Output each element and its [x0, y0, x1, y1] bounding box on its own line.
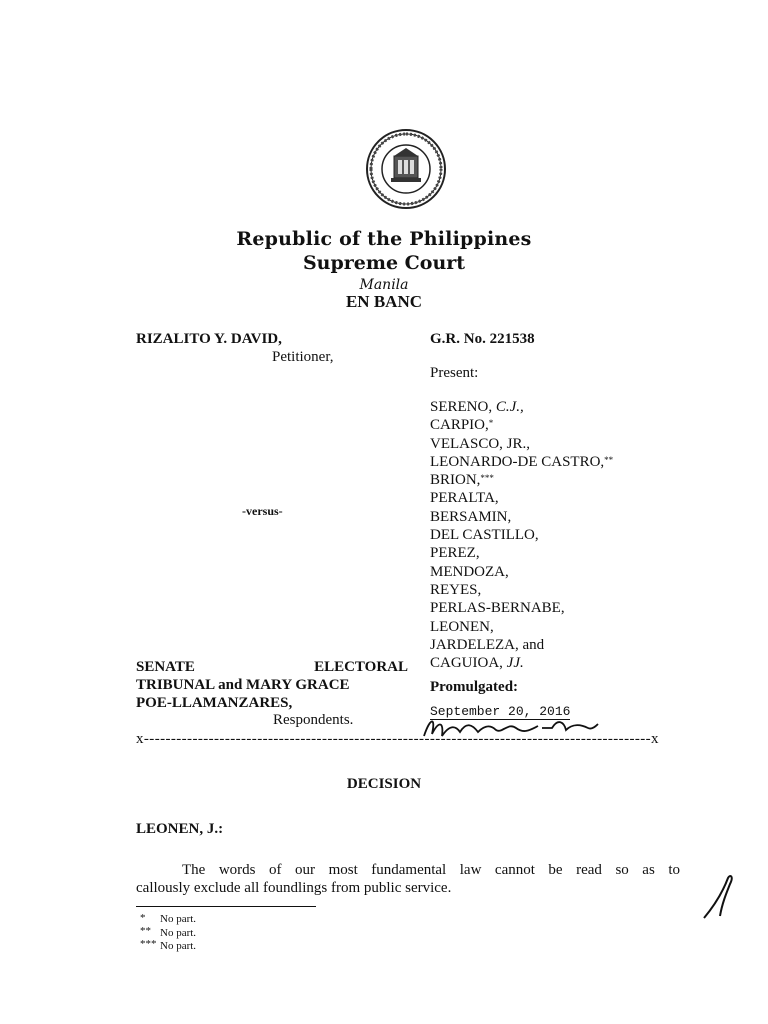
- justice-item: BERSAMIN,: [430, 508, 512, 525]
- initial-signature: [700, 872, 736, 920]
- justices-list: [430, 398, 613, 672]
- decision-title: DECISION: [346, 776, 422, 792]
- footnote-mark: ***: [140, 938, 157, 950]
- ponente: LEONEN, J.:: [136, 821, 224, 837]
- footnote-rule: [136, 906, 316, 907]
- justice-item: REYES,: [430, 581, 482, 598]
- respondent-line-2: TRIBUNAL and MARY GRACE: [136, 677, 350, 693]
- city-heading: Manila: [359, 277, 409, 293]
- court-heading: Supreme Court: [302, 252, 466, 274]
- justice-item: PERLAS-BERNABE,: [430, 600, 565, 617]
- justice-item: CAGUIOA, JJ.: [430, 655, 524, 672]
- respondent-line-1a: SENATE: [136, 659, 195, 675]
- body-line-2: callously exclude all foundlings from public service.: [136, 880, 452, 896]
- present-label: Present:: [430, 365, 479, 381]
- body-line-1: The words of our most fundamental law cannot be read so as to: [182, 862, 680, 878]
- footnote-mark: *: [140, 912, 146, 924]
- republic-heading: Republic of the Philippines: [236, 228, 532, 250]
- petitioner-name: RIZALITO Y. DAVID,: [136, 331, 282, 347]
- promulgated-label: Promulgated:: [430, 679, 519, 695]
- justice-item: PEREZ,: [430, 545, 480, 562]
- footnote-text: No part.: [160, 927, 197, 939]
- justice-item: MENDOZA,: [430, 563, 509, 580]
- justice-item: SERENO, C.J.,: [430, 399, 524, 415]
- justice-item: CARPIO,*: [430, 417, 494, 434]
- justice-item: PERALTA,: [430, 490, 499, 507]
- respondents-role: Respondents.: [273, 712, 354, 728]
- case-number: G.R. No. 221538: [430, 331, 535, 347]
- footnote-text: No part.: [160, 913, 197, 925]
- respondent-line-3: POE-LLAMANZARES,: [136, 695, 293, 711]
- footnote-text: No part.: [160, 940, 197, 952]
- versus-label: -versus-: [242, 504, 283, 518]
- justice-item: DEL CASTILLO,: [430, 527, 539, 544]
- footnote-mark: **: [140, 925, 151, 937]
- promulgated-date: September 20, 2016: [430, 704, 571, 719]
- supreme-court-seal-icon: [365, 128, 447, 210]
- respondent-line-1b: ELECTORAL: [314, 659, 408, 675]
- justice-item: LEONEN,: [430, 618, 494, 635]
- petitioner-role: Petitioner,: [272, 349, 334, 365]
- justice-item: LEONARDO-DE CASTRO,**: [430, 453, 614, 470]
- justice-item: JARDELEZA, and: [430, 636, 545, 653]
- justice-item: BRION,***: [430, 472, 494, 489]
- justice-item: VELASCO, JR.,: [430, 435, 531, 452]
- division-heading: EN BANC: [345, 292, 423, 311]
- caption-separator: x----------------------------------------------------------------------------------------------x: [136, 731, 659, 747]
